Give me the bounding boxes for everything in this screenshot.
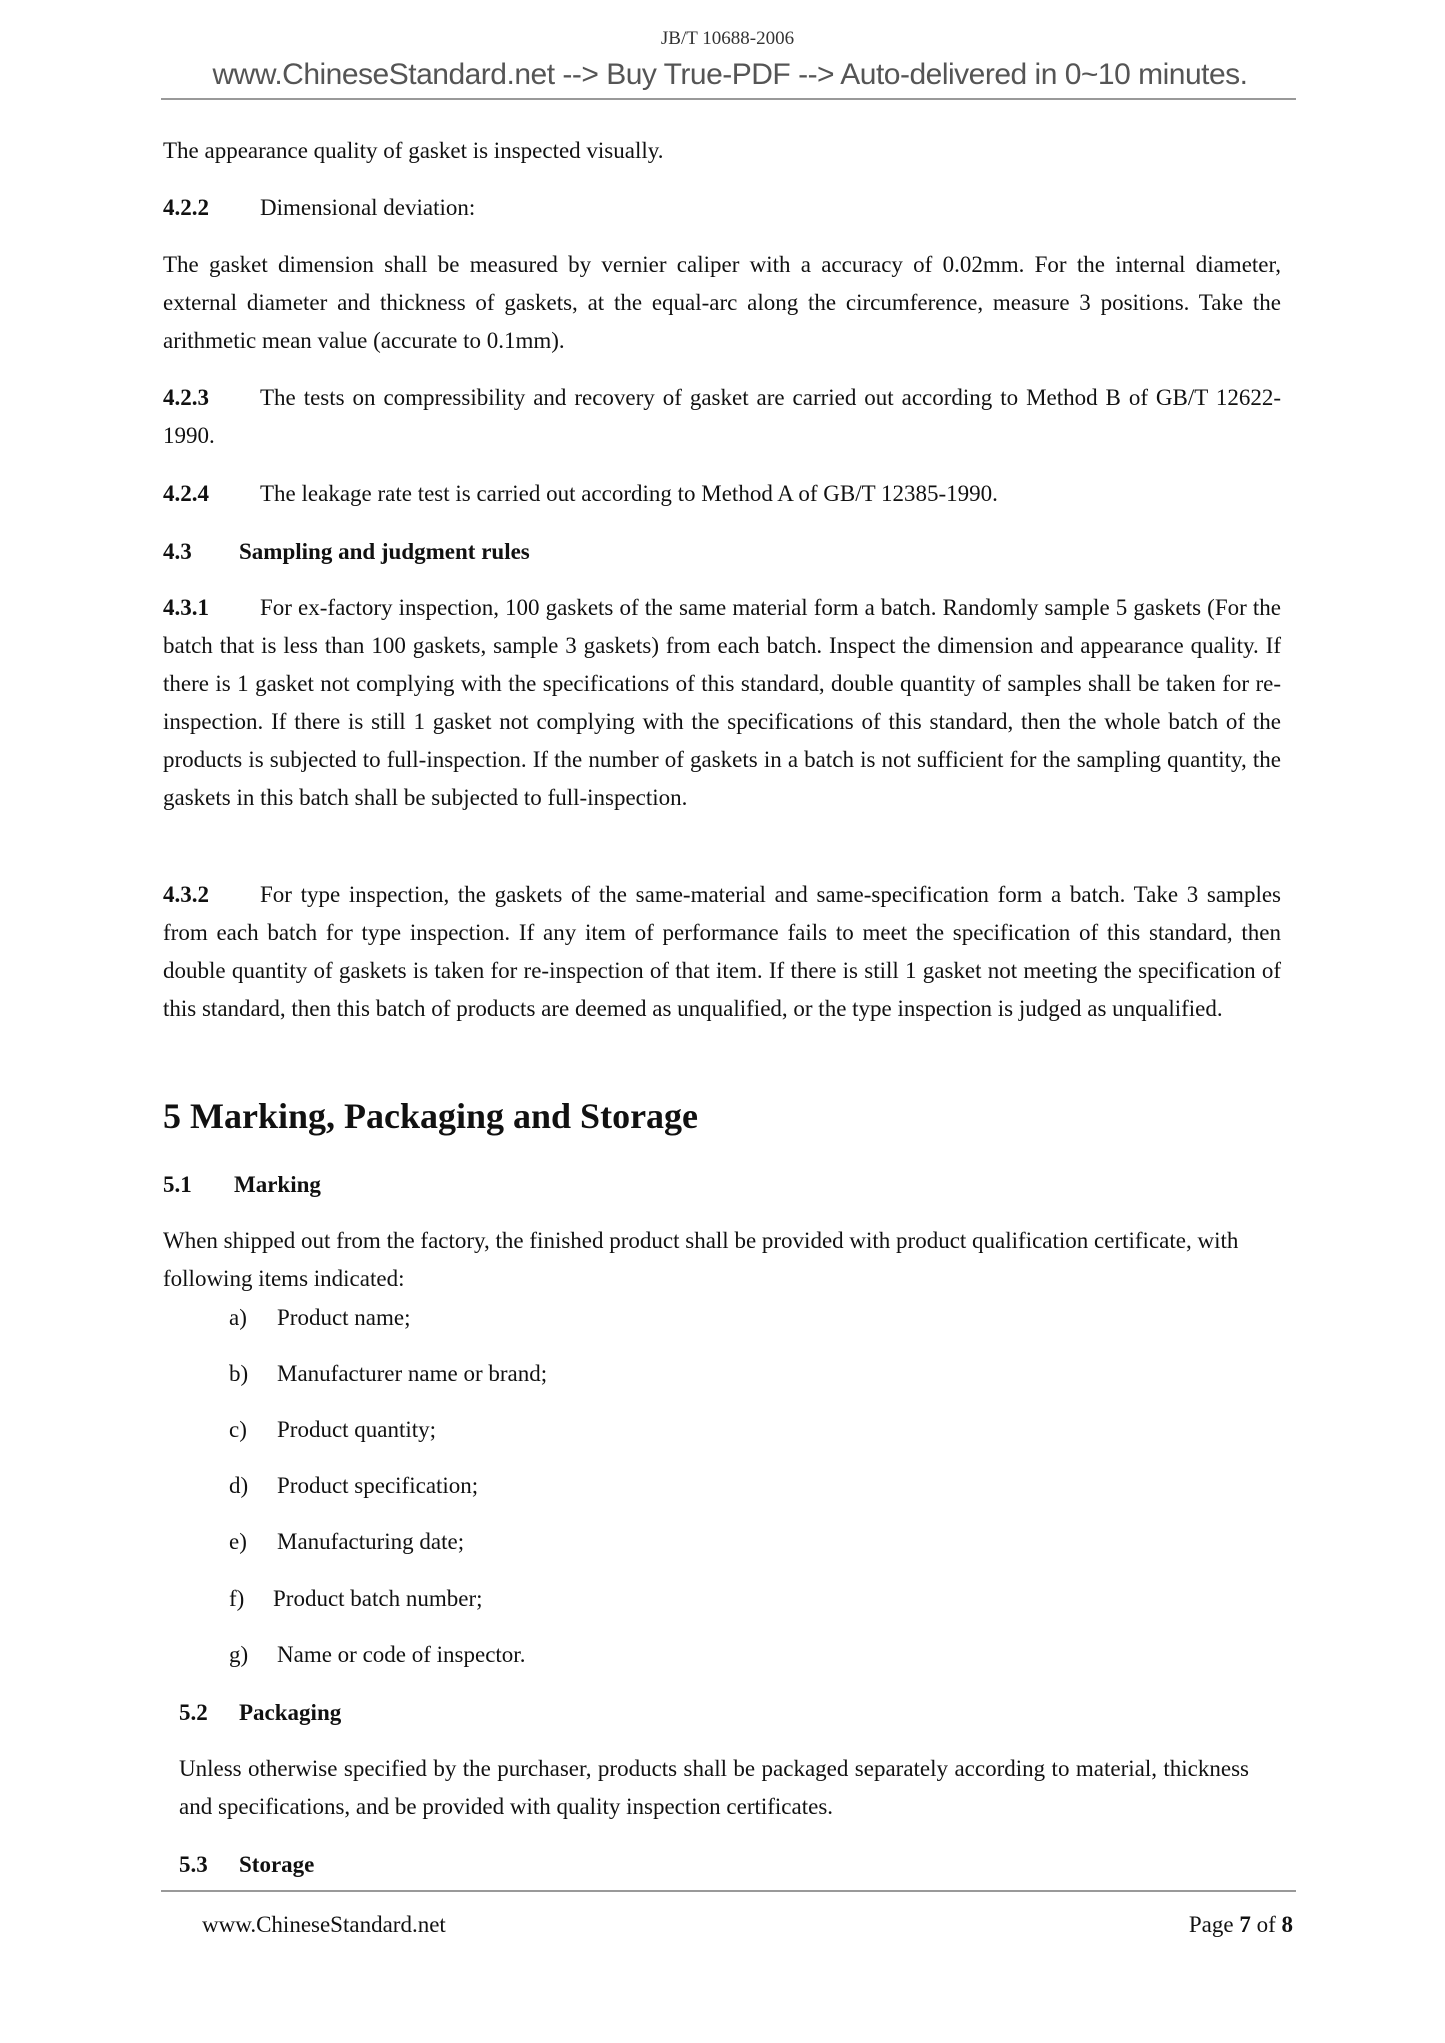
list-item: [229, 1299, 411, 1337]
section-text: For ex-factory inspection, 100 gaskets of the same material form a batch. Randomly sample 5 gaskets (For the batch that is less than 100 gaskets, sample 3 gaskets) from each batch. Inspect the dimension and appearance quality. If there is 1 gasket not complying with the specifications of this standard, double quantity of samples shall be taken for re-inspection. If there is still 1 gasket not complying with the specifications of this standard, then the whole batch of the products is subjected to full-inspection. If the number of gaskets in a batch is not sufficient for the sampling quantity, the gaskets in this batch shall be subjected to full-inspection.: [163, 595, 1281, 810]
footer-rule: [161, 1890, 1296, 1892]
paragraph-appearance: The appearance quality of gasket is inspected visually.: [163, 138, 664, 163]
list-item: [229, 1411, 436, 1449]
header-rule: [161, 98, 1296, 100]
chapter-5-heading: 5 Marking, Packaging and Storage: [163, 1096, 699, 1136]
section-number: 4.2.3: [163, 385, 209, 410]
section-4-2-4: [163, 475, 1281, 513]
current-page: 7: [1239, 1912, 1251, 1937]
list-marker: e): [229, 1529, 247, 1554]
list-text: Product batch number;: [273, 1586, 483, 1611]
section-4-3: [163, 533, 1281, 571]
section-title: Sampling and judgment rules: [239, 539, 530, 564]
page-indicator: [1189, 1912, 1293, 1938]
section-number: 4.3.2: [163, 882, 209, 907]
section-title: Marking: [234, 1172, 321, 1197]
section-text: Dimensional deviation:: [260, 195, 476, 220]
section-5-3: [179, 1846, 1297, 1884]
list-text: Product quantity;: [277, 1417, 437, 1442]
section-4-2-3: [163, 379, 1281, 455]
paragraph-marking: When shipped out from the factory, the finished product shall be provided with product qualification certificate, with following items indicated:: [163, 1228, 1239, 1291]
header-banner[interactable]: www.ChineseStandard.net --> Buy True-PDF --> Auto-delivered in 0~10 minutes.: [212, 58, 1248, 91]
section-4-3-2: [163, 876, 1281, 1028]
list-text: Manufacturer name or brand;: [277, 1361, 548, 1386]
paragraph-packaging: Unless otherwise specified by the purchaser, products shall be packaged separately according to material, thickness and specifications, and be provided with quality inspection certificates.: [179, 1756, 1249, 1819]
section-5-1: [163, 1166, 1281, 1204]
list-marker: b): [229, 1361, 249, 1386]
page-label: Page: [1188, 1912, 1240, 1937]
section-title: Storage: [239, 1852, 315, 1877]
list-text: Name or code of inspector.: [277, 1642, 526, 1667]
list-item: [229, 1580, 483, 1618]
section-4-3-1: [163, 589, 1281, 817]
list-item: [229, 1467, 478, 1505]
list-marker: d): [229, 1473, 249, 1498]
list-text: Product specification;: [277, 1473, 479, 1498]
section-text: The tests on compressibility and recovery of gasket are carried out according to Method B of GB/T 12622-1990.: [163, 385, 1281, 448]
section-number: 4.2.4: [163, 481, 209, 506]
section-text: For type inspection, the gaskets of the same-material and same-specification form a batch. Take 3 samples from each batch for type inspection. If any item of performance fails to meet the specification of this standard, then double quantity of gaskets is taken for re-inspection of that item. If there is still 1 gasket not meeting the specification of this standard, then this batch of products are deemed as unqualified, or the type inspection is judged as unqualified.: [163, 882, 1281, 1021]
section-number: 5.1: [163, 1172, 192, 1197]
page-of-label: of: [1250, 1912, 1282, 1937]
list-text: Manufacturing date;: [277, 1529, 465, 1554]
section-title: Packaging: [239, 1700, 342, 1725]
standard-number: JB/T 10688-2006: [660, 28, 795, 49]
list-marker: g): [229, 1642, 249, 1667]
list-item: [229, 1636, 525, 1674]
list-marker: a): [229, 1305, 247, 1330]
section-number: 4.2.2: [163, 195, 209, 220]
section-4-2-2: [163, 189, 1281, 227]
section-number: 5.3: [179, 1852, 208, 1877]
total-pages: 8: [1281, 1912, 1293, 1937]
list-marker: f): [229, 1586, 245, 1611]
list-item: [229, 1355, 547, 1393]
list-marker: c): [229, 1417, 247, 1442]
list-item: [229, 1523, 464, 1561]
section-number: 4.3.1: [163, 595, 209, 620]
section-5-2: [179, 1694, 1297, 1732]
section-text: The leakage rate test is carried out according to Method A of GB/T 12385-1990.: [260, 481, 998, 506]
paragraph-dimension: The gasket dimension shall be measured by vernier caliper with a accuracy of 0.02mm. For the internal diameter, external diameter and thickness of gaskets, at the equal-arc along the circumference, measure 3 positions. Take the arithmetic mean value (accurate to 0.1mm).: [163, 252, 1281, 353]
list-text: Product name;: [277, 1305, 411, 1330]
footer-link[interactable]: www.ChineseStandard.net: [202, 1912, 446, 1937]
section-number: 5.2: [179, 1700, 208, 1725]
section-number: 4.3: [163, 539, 192, 564]
